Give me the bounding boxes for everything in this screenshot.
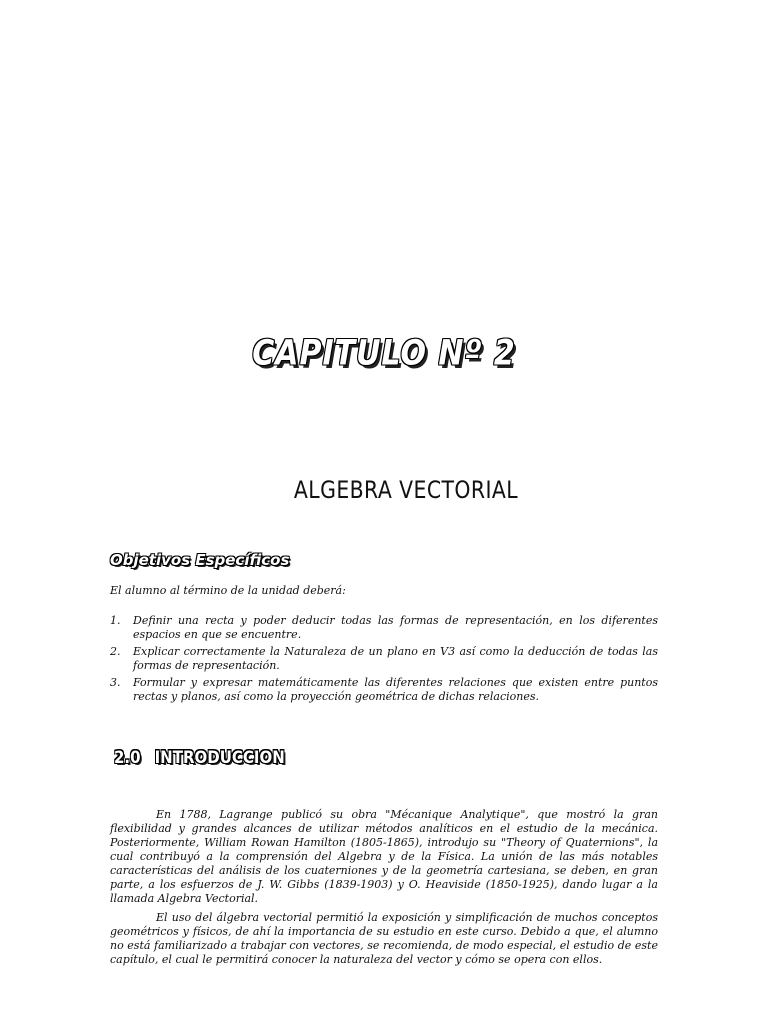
objective-text: Formular y expresar matemáticamente las diferentes relaciones que existen entre puntos rectas y planos, así como la proyección geométrica de dichas relaciones. (133, 676, 658, 703)
section-title: INTRODUCCION (154, 746, 285, 768)
objective-item (110, 645, 658, 673)
objectives-list (110, 614, 658, 707)
objective-item (110, 614, 658, 642)
objectives-heading: Objetivos Específicos (110, 551, 290, 569)
section-number: 2.0 (114, 746, 141, 768)
objective-text: Definir una recta y poder deducir todas las formas de representación, en los diferentes espacios en que se encuentre. (133, 614, 658, 641)
objective-item (110, 676, 658, 704)
section-heading (114, 747, 285, 768)
objectives-intro: El alumno al término de la unidad deberá: (110, 584, 346, 597)
chapter-title: CAPITULO Nº 2 (252, 333, 516, 374)
objective-number: 2. (110, 645, 121, 658)
intro-paragraph: El uso del álgebra vectorial permitió la exposición y simplificación de muchos conceptos geométricos y físicos, de ahí la importancia de su estudio en este curso. Debido a que, el alumno no está familiarizado a trabajar con vectores, se recomienda, de modo especial, el estudio de este capítulo, el cual le permitirá conocer la naturaleza del vector y cómo se opera con ellos. (110, 911, 658, 966)
intro-paragraph: En 1788, Lagrange publicó su obra "Mécanique Analytique", que mostró la gran flexibilidad y grandes alcances de utilizar métodos analíticos en el estudio de la mecánica. Posteriormente, William Rowan Hamilton (1805-1865), introdujo su "Theory of Quaternions", la cual contribuyó a la comprensión del Algebra y de la Física. La unión de las más notables características del análisis de los cuaterniones y de la geometría cartesiana, se deben, en gran parte, a los esfuerzos de J. W. Gibbs (1839-1903) y O. Heaviside (1850-1925), dando lugar a la llamada Algebra Vectorial. (110, 808, 658, 905)
objective-number: 1. (110, 614, 121, 627)
objective-number: 3. (110, 676, 121, 689)
subject-title: ALGEBRA VECTORIAL (293, 476, 519, 504)
objective-text: Explicar correctamente la Naturaleza de un plano en V3 así como la deducción de todas las formas de representación. (133, 645, 658, 672)
